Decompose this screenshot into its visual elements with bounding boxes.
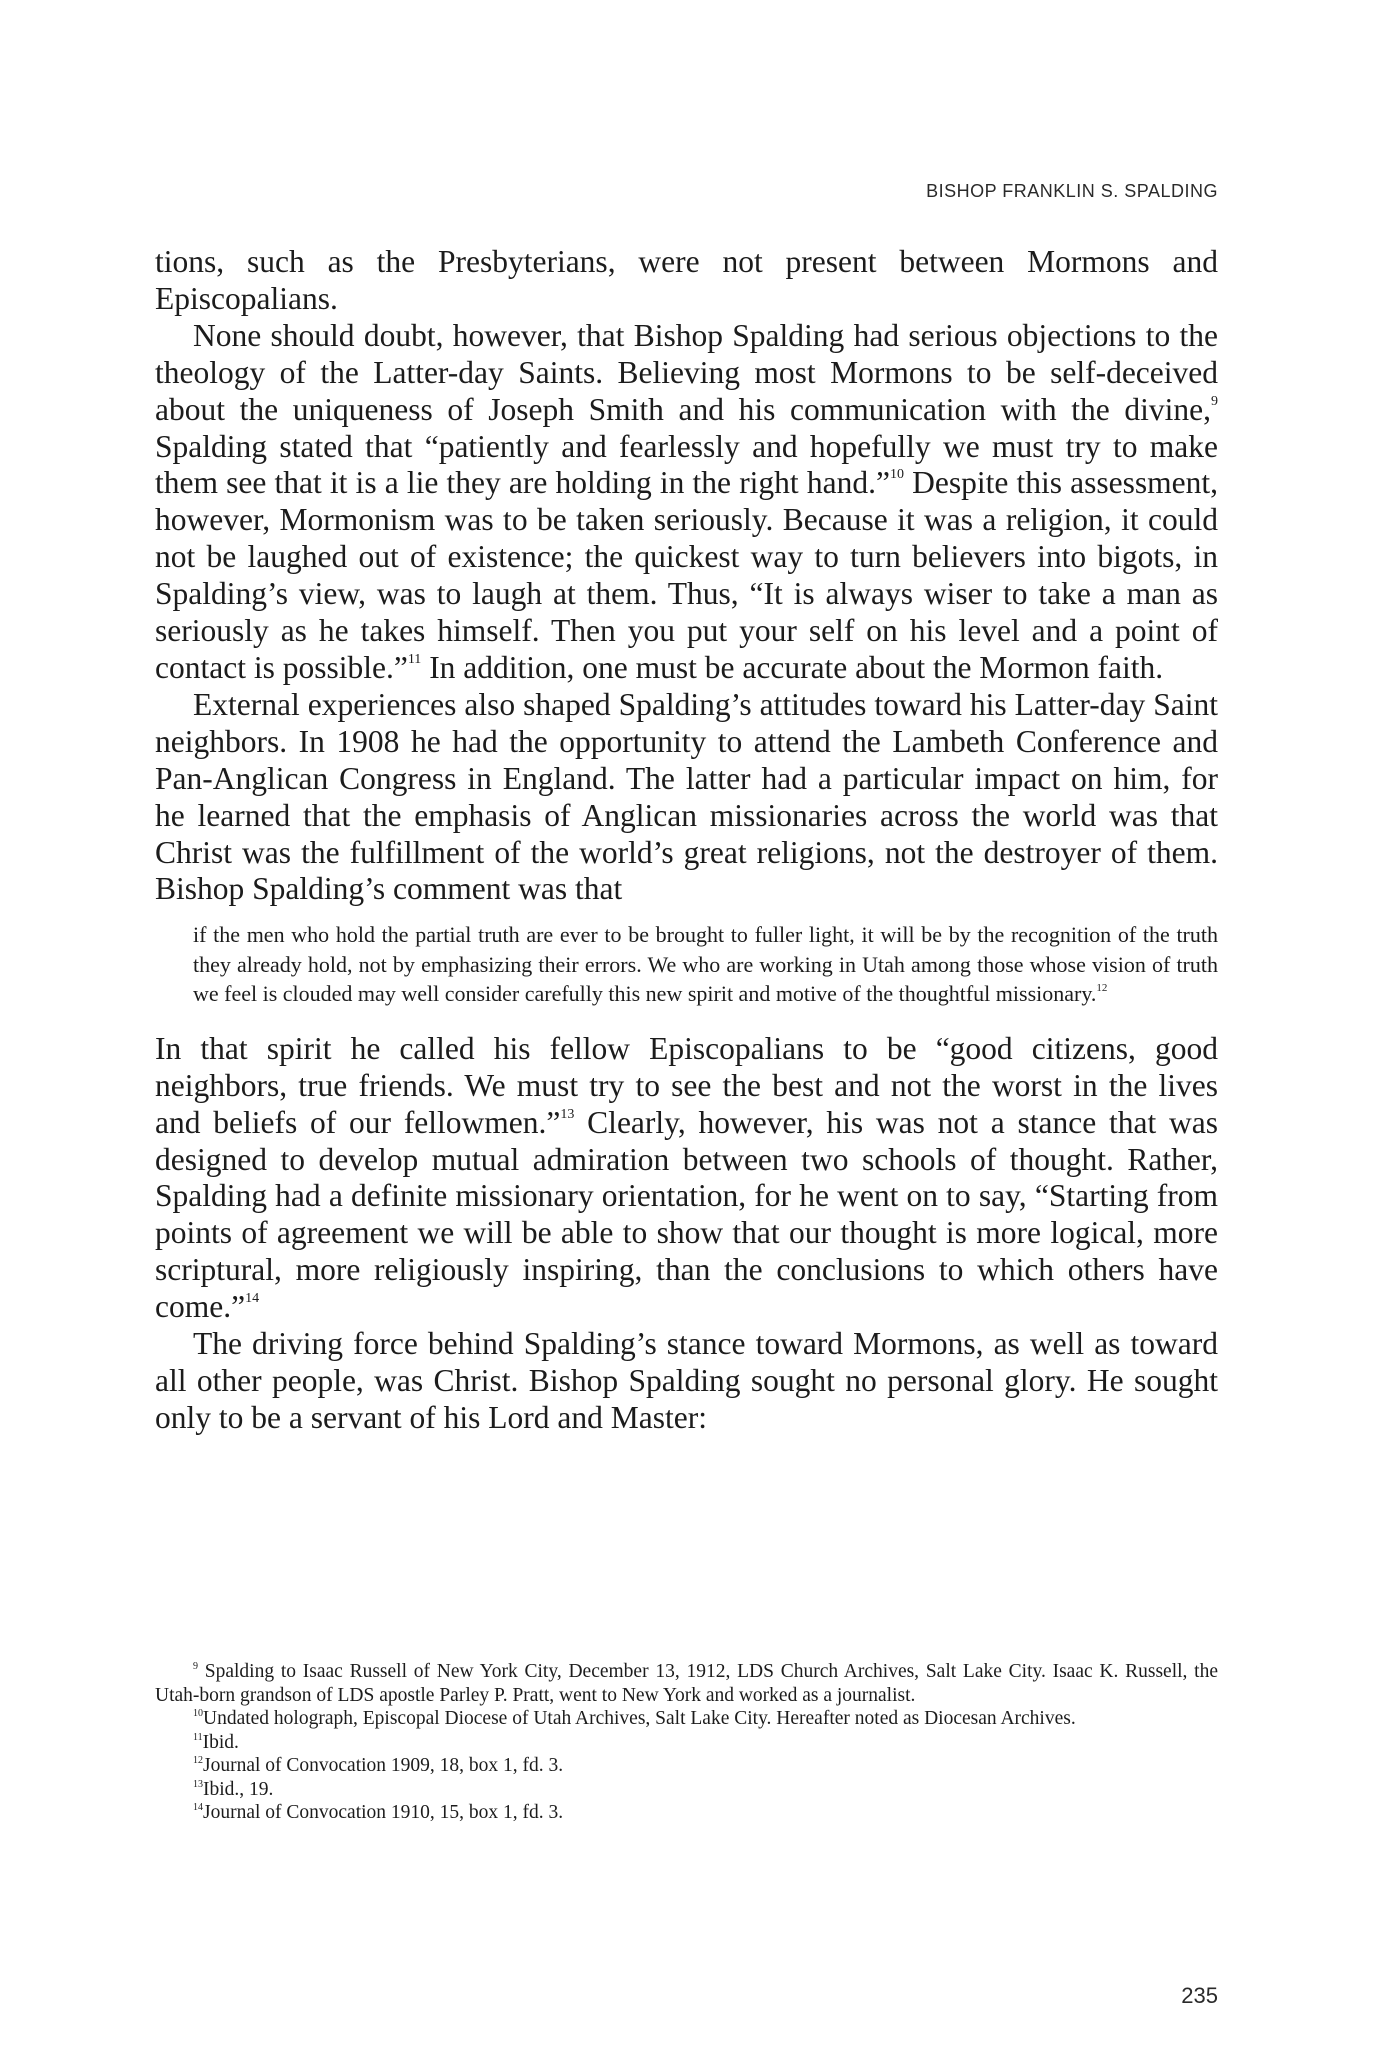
footnote-text: Ibid., 19. — [203, 1778, 274, 1800]
footnote-number: 9 — [193, 1661, 198, 1672]
footnote-text: Ibid. — [202, 1731, 239, 1753]
paragraph-text: Spalding stated that “patiently and fearlessly and hopefully we must try to make them see that it is a lie they are holding in the right hand.” — [155, 428, 1218, 501]
paragraph-text: The driving force behind Spalding’s stance toward Mormons, as well as toward all other people, was Christ. Bishop Spalding sought no personal glory. He sought only to be a servant of his Lord and Master: — [155, 1326, 1218, 1435]
footnote — [155, 1801, 1218, 1825]
footnote-text: Spalding to Isaac Russell of New York City, December 13, 1912, LDS Church Archives, Salt Lake City. Isaac K. Russell, the Utah-born grandson of LDS apostle Parley P. Pratt, went to New York and worked as a journalist. — [155, 1661, 1219, 1706]
running-head: BISHOP FRANKLIN S. SPALDING — [926, 181, 1218, 201]
body-text — [155, 244, 1218, 1437]
paragraph-3 — [155, 687, 1218, 908]
footnote-ref[interactable]: 12 — [1096, 982, 1108, 995]
paragraph-text: In that spirit he called his fellow Episcopalians to be “good citizens, good neighbors, true friends. We must try to see the best and not the worst in the lives and beliefs of our fellowmen.” — [155, 1030, 1218, 1140]
page-number: 235 — [1181, 1983, 1218, 2008]
footnote — [155, 1660, 1218, 1707]
footnotes — [155, 1660, 1218, 1825]
footnote-number: 11 — [193, 1731, 203, 1743]
footnote-text: Undated holograph, Episcopal Diocese of Utah Archives, Salt Lake City. Hereafter noted as Diocesan Archives. — [203, 1708, 1076, 1729]
paragraph-2 — [155, 318, 1218, 687]
footnote-number: 10 — [193, 1708, 203, 1719]
footnote-number: 14 — [193, 1802, 203, 1813]
footnote-number: 12 — [193, 1755, 203, 1766]
paragraph-text: Despite this assessment, however, Mormonism was to be taken seriously. Because it was a religion, it could not be laughed out of existence; the quickest way to turn believers into bigots, in Spalding’s view, was to laugh at them. Thus, “It is always wiser to take a man as seriously as he takes himself. Then you put your self on his level and a point of contact is possible.” — [155, 465, 1218, 685]
footnote — [155, 1754, 1218, 1778]
footnote — [155, 1707, 1218, 1731]
paragraph-text: Clearly, however, his was not a stance that was designed to develop mutual admiration between two schools of thought. Rather, Spalding had a definite missionary orientation, for he went on to say, “Starting from points of agreement we will be able to show that our thought is more logical, more scriptural, more religiously inspiring, than the conclusions to which others have come.” — [155, 1104, 1218, 1325]
footnote-ref[interactable]: 14 — [245, 1291, 260, 1307]
paragraph-text: tions, such as the Presbyterians, were not present between Mormons and Episcopalians. — [155, 244, 1218, 316]
footnote-ref[interactable]: 10 — [889, 467, 904, 483]
paragraph-1 — [155, 244, 1218, 318]
paragraph-5 — [155, 1326, 1218, 1437]
footnote-text: Journal of Convocation 1910, 15, box 1, fd. 3. — [203, 1802, 564, 1823]
paragraph-text: External experiences also shaped Spalding’s attitudes toward his Latter-day Saint neighbors. In 1908 he had the opportunity to attend the Lambeth Conference and Pan-Anglican Congress in England. The latter had a particular impact on him, for he learned that the emphasis of Anglican missionaries across the world was that Christ was the fulfillment of the world’s great religions, not the destroyer of them. Bishop Spalding’s comment was that — [155, 686, 1218, 907]
footnote-number: 13 — [193, 1778, 203, 1790]
paragraph-text: In addition, one must be accurate about the Mormon faith. — [421, 649, 1164, 685]
paragraph-text: None should doubt, however, that Bishop Spalding had serious objections to the theology of the Latter-day Saints. Believing most Mormons to be self-deceived about the uniqueness of Joseph Smith and his communication with the divine, — [155, 317, 1218, 427]
footnote-ref[interactable]: 9 — [1211, 393, 1218, 409]
block-quote — [193, 920, 1218, 1009]
footnote-text: Journal of Convocation 1909, 18, box 1, fd. 3. — [203, 1755, 564, 1776]
footnote-ref[interactable]: 13 — [560, 1106, 575, 1122]
footnote — [155, 1778, 1218, 1802]
paragraph-4 — [155, 1031, 1218, 1326]
quote-text: if the men who hold the partial truth are ever to be brought to fuller light, it will be by the recognition of the truth they already hold, not by emphasizing their errors. We who are working in Utah among those whose vision of truth we feel is clouded may well consider carefully this new spirit and motive of the thoughtful missionary. — [193, 922, 1218, 1007]
footnote — [155, 1731, 1218, 1755]
footnote-ref[interactable]: 11 — [407, 651, 422, 667]
